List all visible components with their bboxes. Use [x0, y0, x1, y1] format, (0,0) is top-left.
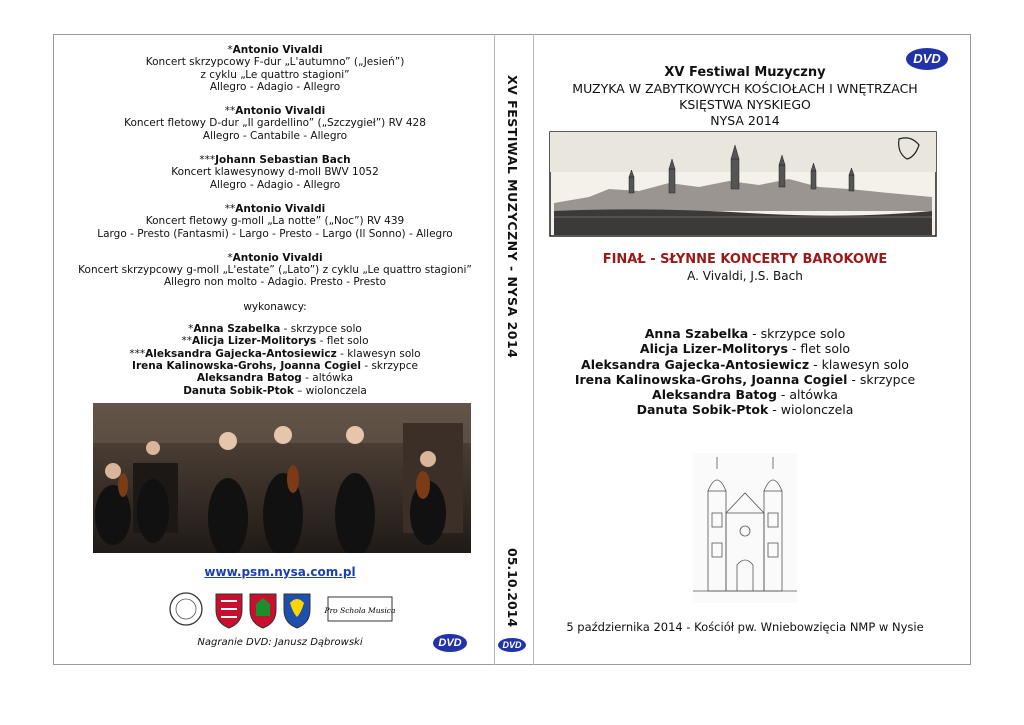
- spine-left-fold: [494, 34, 495, 665]
- front-header: [540, 65, 950, 129]
- festival-title: XV Festiwal Muzyczny: [664, 65, 826, 80]
- festival-subtitle-2: KSIĘSTWA NYSKIEGO: [679, 97, 811, 112]
- work-item: [60, 105, 490, 142]
- finale-title: FINAŁ - SŁYNNE KONCERTY BAROKOWE: [602, 252, 888, 267]
- work-line: z cyklu „Le quattro stagioni”: [200, 68, 350, 81]
- work-composer: ***Johann Sebastian Bach: [199, 154, 351, 167]
- performer-row: Danuta Sobik-Ptok – wiolonczela: [183, 384, 367, 397]
- spine-dvd-logo-icon: DVD: [498, 638, 526, 652]
- work-line: Koncert skrzypcowy F-dur „L'autumno” („Jesień”): [145, 56, 405, 69]
- work-item: [60, 252, 490, 289]
- work-composer: *Antonio Vivaldi: [227, 44, 323, 56]
- work-item: [60, 44, 490, 93]
- ensemble-photo: [93, 403, 471, 553]
- work-line: Allegro non molto - Adagio. Presto - Presto: [163, 276, 387, 289]
- performers-label: wykonawcy:: [243, 300, 307, 313]
- back-cover-text: [60, 44, 490, 397]
- svg-text:Pro Schola Musica: Pro Schola Musica: [324, 606, 396, 615]
- front-performer-row: Irena Kalinowska-Grohs, Joanna Cogiel - skrzypce: [574, 371, 916, 387]
- sponsor-logos: [168, 589, 398, 629]
- performer-row: **Alicja Lizer-Molitorys - flet solo: [181, 335, 369, 348]
- coat-of-arms-nysa-icon: [216, 594, 242, 628]
- work-item: [60, 154, 490, 191]
- church-drawing: [693, 453, 797, 603]
- website-link[interactable]: www.psm.nysa.com.pl: [204, 565, 356, 579]
- performer-row: Irena Kalinowska-Grohs, Joanna Cogiel - skrzypce: [132, 359, 418, 372]
- recording-credit: Nagranie DVD: Janusz Dąbrowski: [197, 637, 363, 648]
- front-performer-row: Alicja Lizer-Molitorys - flet solo: [639, 341, 851, 357]
- festival-year: NYSA 2014: [710, 113, 780, 128]
- spine-title: XV FESTIWAL MUZYCZNY - NYSA 2014: [505, 75, 520, 359]
- work-composer: *Antonio Vivaldi: [227, 251, 323, 264]
- work-line: Allegro - Adagio - Allegro: [209, 80, 341, 93]
- work-item: [60, 203, 490, 240]
- work-line: Koncert fletowy g-moll „La notte” („Noc”) RV 439: [145, 215, 405, 228]
- front-performer-row: Anna Szabelka - skrzypce solo: [644, 326, 846, 341]
- date-and-venue: 5 października 2014 - Kościół pw. Wniebowzięcia NMP w Nysie: [566, 620, 924, 634]
- performer-row: Aleksandra Batog - altówka: [196, 372, 354, 385]
- spine-date: 05.10.2014: [505, 548, 520, 628]
- performer-row: *Anna Szabelka - skrzypce solo: [188, 323, 362, 336]
- work-line: Allegro - Adagio - Allegro: [209, 178, 341, 191]
- work-composer: **Antonio Vivaldi: [224, 105, 326, 118]
- performer-row: ***Aleksandra Gajecka-Antosiewicz - klawesyn solo: [129, 347, 421, 360]
- front-performers-list: [540, 326, 950, 418]
- concert-title-block: [540, 252, 950, 283]
- work-line: Koncert klawesynowy d-moll BWV 1052: [171, 166, 379, 179]
- front-dvd-logo-icon: DVD: [906, 48, 948, 70]
- work-line: Largo - Presto (Fantasmi) - Largo - Presto - Largo (Il Sonno) - Allegro: [97, 227, 453, 240]
- work-line: Koncert fletowy D-dur „Il gardellino” („Szczygieł”) RV 428: [124, 117, 426, 130]
- work-line: Koncert skrzypcowy g-moll „L'estate” („Lato”) z cyklu „Le quattro stagioni”: [78, 264, 472, 277]
- front-performer-row: Danuta Sobik-Ptok - wiolonczela: [636, 402, 854, 418]
- spine-right-fold: [533, 34, 534, 665]
- front-performer-row: Aleksandra Gajecka-Antosiewicz - klawesyn solo: [581, 356, 909, 372]
- nysa-panorama-engraving: [549, 131, 937, 237]
- festival-subtitle-1: MUZYKA W ZABYTKOWYCH KOŚCIOŁACH I WNĘTRZACH: [572, 81, 918, 96]
- back-performers-list: [60, 323, 490, 397]
- work-line: Allegro - Cantabile - Allegro: [202, 129, 348, 142]
- dvd-logo-icon: DVD: [433, 634, 467, 652]
- composers: A. Vivaldi, J.S. Bach: [687, 269, 803, 283]
- works-list: [60, 44, 490, 289]
- work-composer: **Antonio Vivaldi: [224, 202, 326, 215]
- school-seal-icon: [170, 593, 202, 625]
- front-performer-row: Aleksandra Batog - altówka: [652, 387, 838, 403]
